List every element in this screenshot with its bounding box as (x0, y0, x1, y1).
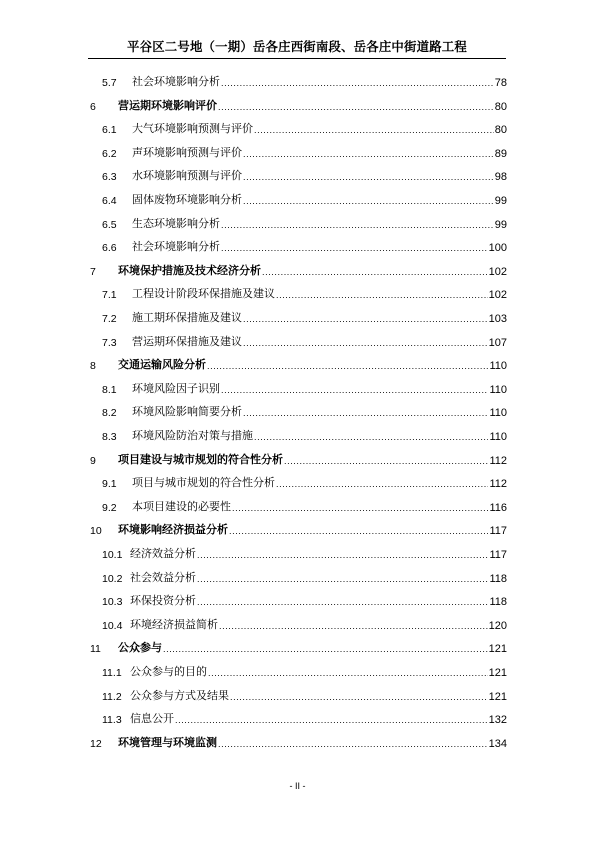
toc-entry-number: 6.5 (102, 218, 117, 231)
toc-entry-number: 7.3 (102, 336, 117, 349)
toc-entry-page: 117 (489, 525, 507, 538)
toc-entry-number: 11 (90, 643, 101, 656)
toc-entry-number: 7.1 (102, 289, 117, 302)
toc-entry-title: 环境保护措施及技术经济分析 (118, 263, 261, 277)
toc-entry-number: 8.2 (102, 407, 117, 420)
toc-dot-leader (229, 525, 488, 537)
toc-dot-leader (230, 691, 488, 703)
toc-section-entry[interactable] (102, 565, 507, 585)
toc-entry-page: 117 (489, 549, 507, 561)
toc-section-entry[interactable] (102, 69, 507, 89)
toc-entry-number: 6.1 (102, 124, 117, 137)
toc-entry-page: 112 (489, 454, 507, 467)
toc-section-entry[interactable] (102, 683, 507, 703)
toc-entry-number: 6.2 (102, 147, 117, 160)
toc-dot-leader (163, 643, 488, 655)
toc-dot-leader (243, 195, 494, 207)
toc-dot-leader (221, 242, 488, 254)
toc-dot-leader (243, 407, 488, 419)
toc-entry-page: 112 (489, 478, 507, 491)
toc-section-entry[interactable] (102, 541, 507, 561)
toc-section-entry[interactable] (102, 706, 507, 726)
toc-entry-number: 12 (90, 737, 102, 750)
toc-entry-title: 环境影响经济损益分析 (118, 523, 228, 537)
toc-entry-title: 水环境影响预测与评价 (132, 169, 242, 183)
toc-entry-title: 施工期环保措施及建议 (132, 311, 242, 324)
toc-section-entry[interactable] (102, 423, 507, 443)
running-header: 平谷区二号地（一期）岳各庄西街南段、岳各庄中街道路工程 (127, 39, 467, 54)
toc-dot-leader (218, 738, 488, 750)
toc-entry-title: 本项目建设的必要性 (132, 499, 231, 513)
toc-entry-number: 8 (90, 360, 96, 373)
toc-section-entry[interactable] (102, 234, 507, 254)
toc-entry-page: 99 (494, 195, 507, 207)
toc-entry-page: 132 (488, 714, 507, 727)
toc-entry-number: 6 (90, 100, 96, 113)
toc-chapter-entry[interactable] (90, 517, 507, 537)
toc-dot-leader (243, 171, 494, 183)
toc-dot-leader (243, 313, 488, 325)
toc-section-entry[interactable] (102, 376, 507, 396)
toc-entry-title: 大气环境影响预测与评价 (132, 122, 253, 136)
toc-entry-title: 环保投资分析 (130, 594, 196, 608)
toc-entry-number: 8.3 (102, 431, 117, 443)
toc-entry-title: 营运期环保措施及建议 (132, 334, 242, 348)
toc-chapter-entry[interactable] (90, 635, 507, 655)
toc-entry-page: 99 (494, 218, 507, 231)
toc-dot-leader (276, 478, 488, 490)
toc-section-entry[interactable] (102, 494, 507, 514)
toc-chapter-entry[interactable] (90, 352, 507, 372)
toc-entry-title: 信息公开 (130, 712, 174, 726)
toc-entry-number: 6.6 (102, 242, 117, 255)
toc-section-entry[interactable] (102, 281, 507, 301)
toc-dot-leader (219, 620, 488, 632)
toc-dot-leader (221, 384, 488, 396)
toc-section-entry[interactable] (102, 187, 507, 207)
toc-entry-title: 公众参与方式及结果 (130, 688, 229, 702)
toc-dot-leader (284, 455, 488, 467)
toc-entry-page: 100 (488, 242, 507, 255)
toc-entry-number: 10.2 (102, 572, 123, 585)
toc-entry-number: 6.3 (102, 171, 117, 184)
toc-chapter-entry[interactable] (90, 447, 507, 467)
toc-chapter-entry[interactable] (90, 93, 507, 113)
toc-entry-title: 固体废物环境影响分析 (132, 193, 242, 206)
toc-section-entry[interactable] (102, 612, 507, 632)
toc-section-entry[interactable] (102, 163, 507, 183)
toc-entry-title: 经济效益分析 (130, 547, 196, 560)
toc-entry-page: 110 (489, 383, 507, 396)
header-rule (88, 58, 506, 59)
toc-entry-number: 11.3 (102, 714, 122, 727)
toc-section-entry[interactable] (102, 329, 507, 349)
toc-dot-leader (208, 667, 488, 679)
toc-entry-page: 80 (494, 100, 507, 113)
page-number: - II - (289, 781, 306, 791)
toc-dot-leader (175, 714, 488, 726)
toc-entry-number: 11.2 (102, 690, 122, 703)
toc-dot-leader (232, 502, 488, 514)
toc-section-entry[interactable] (102, 305, 507, 325)
toc-entry-page: 116 (489, 501, 507, 514)
toc-entry-page: 121 (488, 690, 507, 703)
toc-entry-number: 10.3 (102, 596, 123, 609)
toc-entry-title: 项目建设与城市规划的符合性分析 (118, 452, 283, 466)
toc-entry-number: 9.1 (102, 478, 117, 491)
toc-entry-page: 121 (488, 643, 507, 656)
toc-entry-page: 110 (489, 407, 507, 420)
toc-entry-page: 118 (489, 596, 507, 609)
toc-entry-number: 11.1 (102, 667, 122, 679)
toc-entry-page: 110 (489, 431, 507, 443)
toc-entry-page: 98 (494, 171, 507, 184)
toc-entry-title: 交通运输风险分析 (118, 358, 206, 372)
toc-entry-title: 工程设计阶段环保措施及建议 (132, 287, 275, 301)
toc-entry-title: 生态环境影响分析 (132, 216, 220, 230)
toc-entry-title: 社会环境影响分析 (132, 240, 220, 254)
toc-entry-page: 120 (488, 619, 507, 632)
toc-dot-leader (218, 101, 494, 113)
toc-entry-number: 8.1 (102, 383, 117, 396)
toc-entry-page: 102 (488, 289, 507, 302)
toc-entry-page: 103 (488, 313, 507, 325)
toc-dot-leader (276, 289, 488, 301)
toc-dot-leader (207, 360, 488, 372)
toc-entry-page: 107 (488, 336, 507, 349)
toc-dot-leader (243, 148, 494, 160)
toc-entry-title: 环境经济损益简析 (130, 617, 218, 631)
toc-entry-title: 环境风险影响简要分析 (132, 405, 242, 419)
toc-section-entry[interactable] (102, 399, 507, 419)
toc-entry-page: 121 (488, 667, 507, 679)
toc-entry-title: 社会环境影响分析 (132, 75, 220, 88)
toc-entry-page: 80 (494, 124, 507, 137)
toc-entry-title: 项目与城市规划的符合性分析 (132, 476, 275, 490)
toc-section-entry[interactable] (102, 588, 507, 608)
toc-dot-leader (254, 431, 488, 443)
toc-section-entry[interactable] (102, 211, 507, 231)
toc-dot-leader (221, 219, 494, 231)
toc-entry-page: 78 (494, 77, 507, 89)
toc-dot-leader (243, 337, 488, 349)
toc-entry-page: 89 (494, 147, 507, 160)
toc-dot-leader (262, 266, 488, 278)
toc-entry-number: 10 (90, 525, 102, 538)
toc-dot-leader (221, 77, 494, 89)
toc-entry-title: 声环境影响预测与评价 (132, 145, 242, 159)
toc-entry-title: 环境管理与环境监测 (118, 735, 217, 749)
toc-entry-number: 9.2 (102, 501, 117, 514)
toc-entry-title: 公众参与的目的 (130, 665, 207, 678)
toc-entry-number: 6.4 (102, 195, 117, 207)
toc-entry-number: 5.7 (102, 77, 117, 89)
toc-entry-title: 社会效益分析 (130, 570, 196, 584)
toc-section-entry[interactable] (102, 659, 507, 679)
toc-section-entry[interactable] (102, 140, 507, 160)
toc-entry-page: 118 (489, 572, 507, 585)
toc-entry-page: 134 (488, 737, 507, 750)
toc-entry-page: 110 (489, 360, 507, 373)
toc-dot-leader (197, 596, 488, 608)
toc-entry-number: 7 (90, 265, 96, 278)
toc-entry-number: 7.2 (102, 313, 117, 325)
toc-entry-title: 环境风险防治对策与措施 (132, 429, 253, 442)
toc-chapter-entry[interactable] (90, 730, 507, 750)
toc-entry-title: 营运期环境影响评价 (118, 98, 217, 112)
toc-entry-number: 10.4 (102, 619, 123, 632)
toc-entry-number: 9 (90, 454, 96, 467)
toc-entry-title: 公众参与 (118, 641, 162, 655)
toc-entry-page: 102 (488, 265, 507, 278)
toc-chapter-entry[interactable] (90, 258, 507, 278)
toc-entry-title: 环境风险因子识别 (132, 381, 220, 395)
toc-dot-leader (254, 124, 494, 136)
toc-section-entry[interactable] (102, 116, 507, 136)
toc-section-entry[interactable] (102, 470, 507, 490)
toc-entry-number: 10.1 (102, 549, 123, 561)
toc-dot-leader (197, 573, 488, 585)
toc-dot-leader (197, 549, 488, 561)
